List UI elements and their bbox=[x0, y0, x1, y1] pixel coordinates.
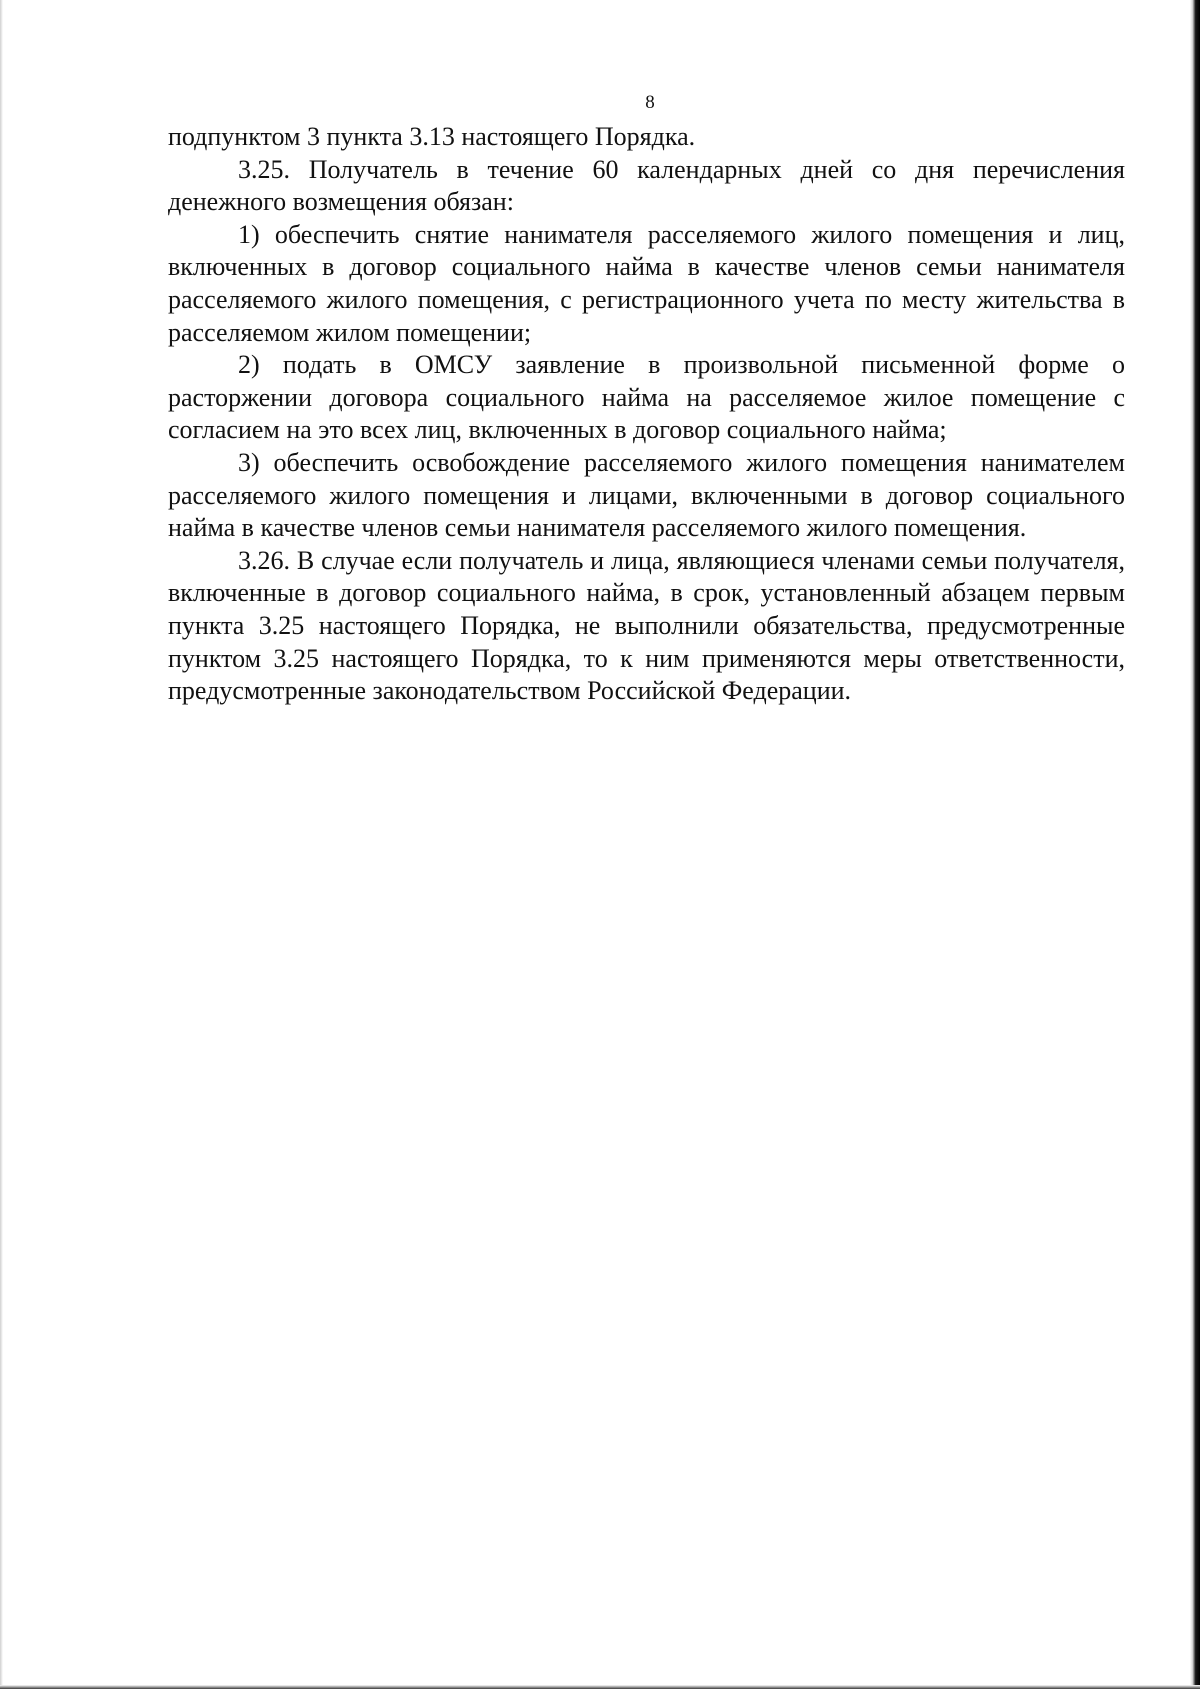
scan-edge-right bbox=[1190, 0, 1200, 1689]
paragraph-continuation: подпунктом 3 пункта 3.13 настоящего Порядка. bbox=[168, 122, 696, 151]
scan-edge-left bbox=[0, 0, 3, 1689]
paragraph-3-25-item-2: 2) подать в ОМСУ заявление в произвольной письменной форме о расторжении договора социального найма на расселяемое жилое помещение с согласием на это всех лиц, включенных в договор социального найма; bbox=[168, 350, 1125, 445]
paragraph-3-25: 3.25. Получатель в течение 60 календарных дней со дня перечисления денежного возмещения обязан: bbox=[168, 154, 1125, 217]
page-number: 8 bbox=[645, 92, 655, 113]
scan-edge-bottom bbox=[0, 1685, 1200, 1689]
paragraph-3-25-item-3: 3) обеспечить освобождение расселяемого жилого помещения нанимателем расселяемого жилого помещения и лицами, включенными в договор социального найма в качестве членов семьи нанимателя расселяемого жилого помещения. bbox=[168, 447, 1125, 543]
paragraph-3-25-item-1: 1) обеспечить снятие нанимателя расселяемого жилого помещения и лиц, включенных в договор социального найма в качестве членов семьи нанимателя расселяемого жилого помещения, с регистрационного учета по месту жительства в расселяемом жилом помещении; bbox=[168, 219, 1125, 347]
paragraph-3-26: 3.26. В случае если получатель и лица, являющиеся членами семьи получателя, включенные в договор социального найма, в срок, установленный абзацем первым пункта 3.25 настоящего Порядка, не выполнили обязательства, предусмотренные пунктом 3.25 настоящего Порядка, то к ним применяются меры ответственности, предусмотренные законодательством Российской Федерации. bbox=[168, 545, 1125, 706]
document-body bbox=[168, 121, 1125, 708]
